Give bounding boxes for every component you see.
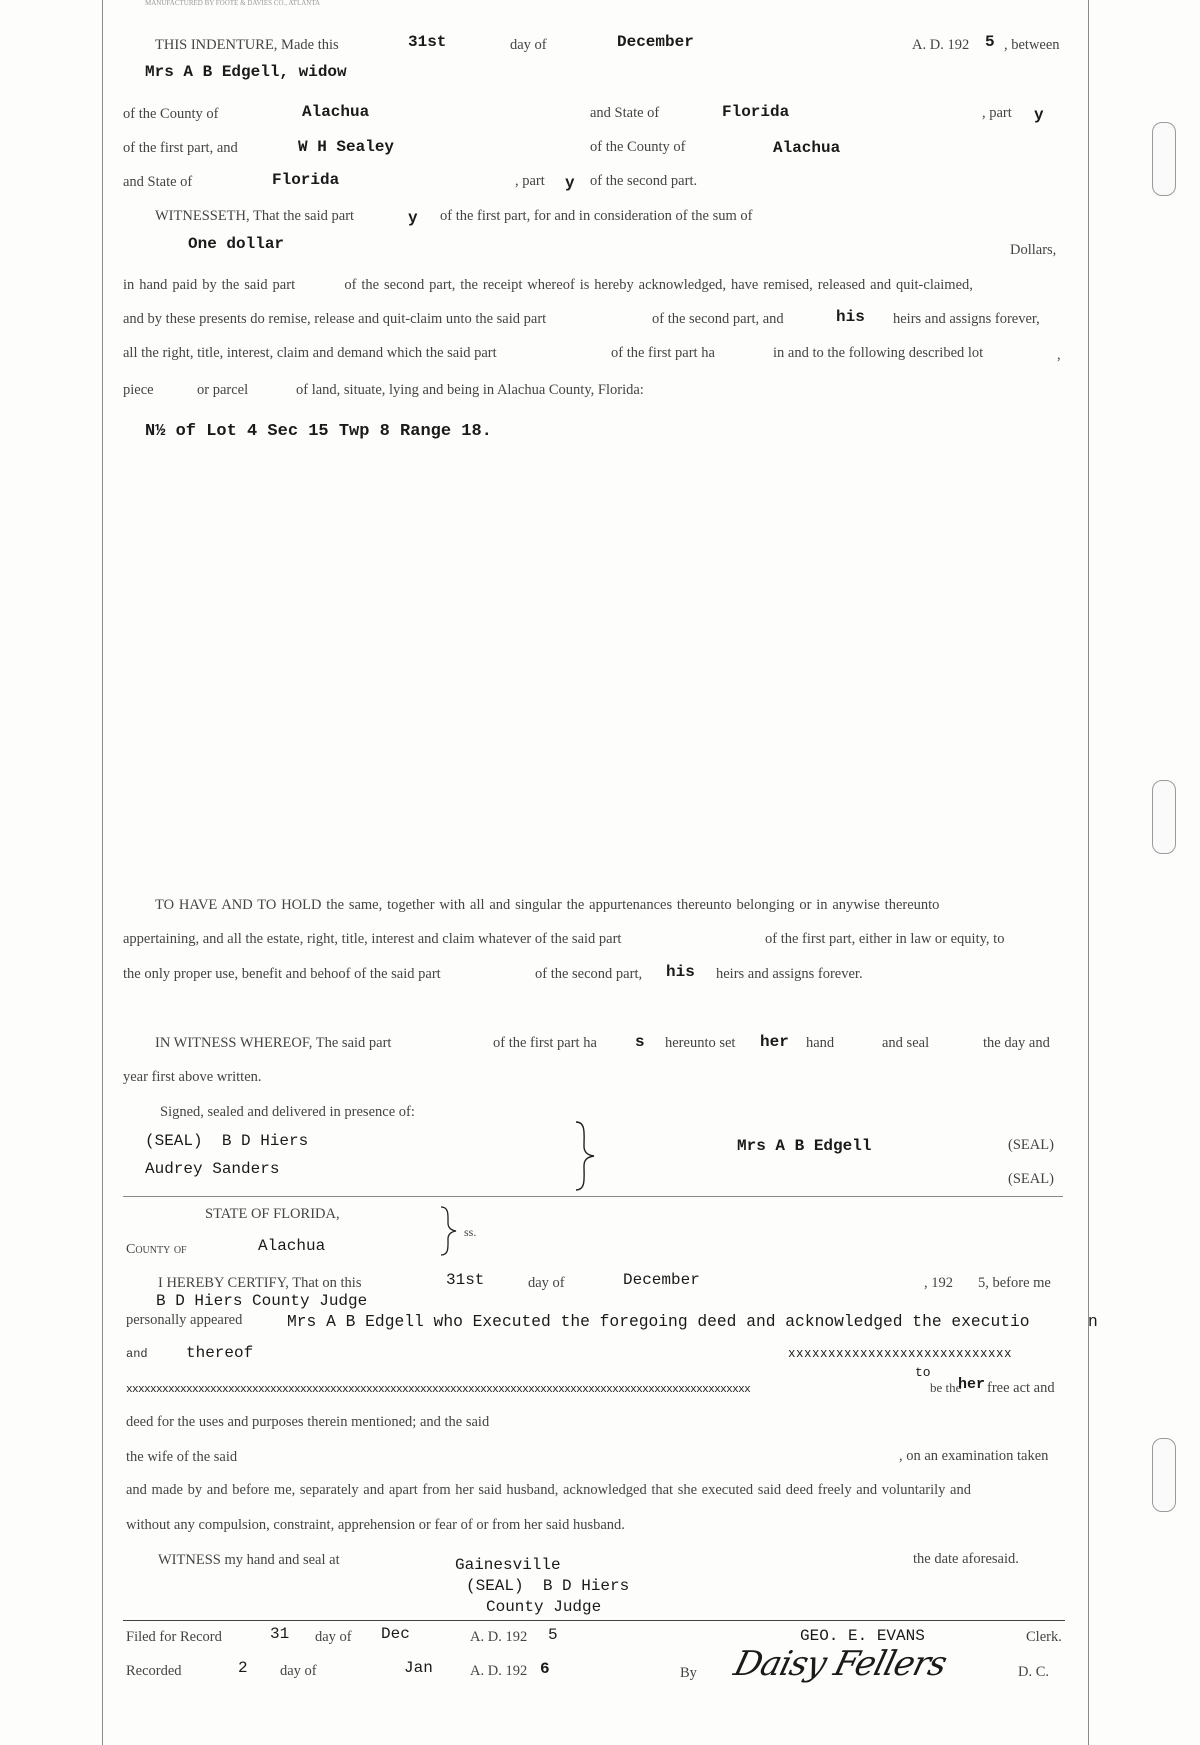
filed-day: 31: [270, 1625, 290, 1643]
seal-2: (SEAL): [1008, 1171, 1054, 1187]
testimonium-line-2: year first above written.: [123, 1069, 262, 1085]
recorded-label: Recorded: [126, 1663, 182, 1679]
dollars-label: Dollars,: [1010, 242, 1057, 258]
printer-line: MANUFACTURED BY FOOTE & DAVIES CO., ATLANTA: [145, 0, 321, 7]
testimonium-line-1a: IN WITNESS WHEREOF, The said part: [155, 1035, 392, 1051]
first-part-and: of the first part, and: [123, 140, 238, 156]
deputy-clerk-signature: Daisy Fellers: [730, 1644, 951, 1684]
grantee-county: Alachua: [773, 139, 841, 157]
ack-appeared: personally appeared: [126, 1312, 243, 1328]
ack-exam: , on an examination taken: [899, 1448, 1049, 1464]
ack-month: December: [623, 1271, 700, 1289]
indenture-day-of: day of: [510, 37, 547, 53]
of-county-label: of the County of: [123, 106, 219, 122]
testimonium-line-3: Signed, sealed and delivered in presence of:: [160, 1104, 415, 1120]
testimonium-line-1b: of the first part ha: [493, 1035, 597, 1051]
grantee-name: W H Sealey: [298, 138, 395, 156]
habendum-line-3a: the only proper use, benefit and behoof of the said part: [123, 966, 441, 982]
ack-year-label: , 192: [924, 1275, 953, 1291]
legal-description: N½ of Lot 4 Sec 15 Twp 8 Range 18.: [145, 422, 492, 441]
testimonium-line-1c: hereunto set: [665, 1035, 736, 1051]
recording-divider: [123, 1620, 1065, 1621]
dc-label: D. C.: [1018, 1664, 1050, 1680]
part-label: , part: [982, 105, 1012, 121]
remise-line-2b: of the second part, and: [652, 311, 784, 327]
clerk-name: GEO. E. EVANS: [800, 1627, 925, 1645]
ack-officer: B D Hiers County Judge: [156, 1292, 368, 1310]
indenture-year-digit: 5: [985, 33, 995, 51]
remise-line-3d: ,: [1057, 347, 1061, 363]
ack-county: Alachua: [258, 1237, 326, 1255]
signer-name: Mrs A B Edgell: [737, 1137, 872, 1155]
ack-seal-signature: (SEAL) B D Hiers: [466, 1577, 630, 1595]
testimonium-line-1d: hand: [806, 1035, 835, 1051]
recorded-ad: A. D. 192: [470, 1663, 528, 1679]
ack-day-of: day of: [528, 1275, 565, 1291]
ack-struck-line-1: xxxxxxxxxxxxxxxxxxxxxxxxxxxx: [788, 1347, 1013, 1361]
right-margin-rule: [1088, 0, 1089, 1745]
remise-line-1: in hand paid by the said part of the second part, the receipt whereof is hereby acknowledged, have remised, released and quit-claimed,: [123, 277, 973, 293]
ack-struck-line-2: xxxxxxxxxxxxxxxxxxxxxxxxxxxxxxxxxxxxxxxxxxxxxxxxxxxxxxxxxxxxxxxxxxxxxxxxxxxxxxxxxxxxxxxxxxxxxxxxxxxxxxxx: [126, 1384, 751, 1396]
recorded-month: Jan: [404, 1659, 433, 1677]
grantor-state: Florida: [722, 103, 790, 121]
ack-to: to: [915, 1365, 931, 1380]
testimonium-line-1f: the day and: [983, 1035, 1050, 1051]
witnesseth-line: WITNESSETH, That the said part: [155, 208, 355, 224]
ack-thereof: thereof: [186, 1344, 254, 1362]
remise-line-2a: and by these presents do remise, release and quit-claim unto the said part: [123, 311, 547, 327]
witnesseth-suffix: y: [408, 209, 418, 227]
witnesseth-line-b: of the first part, for and in consideration of the sum of: [440, 208, 753, 224]
witness-1: (SEAL) B D Hiers: [145, 1132, 309, 1150]
ack-day: 31st: [446, 1271, 485, 1289]
habendum-line-3b: of the second part,: [535, 966, 643, 982]
ack-her: her: [958, 1376, 986, 1393]
habendum-line-2a: appertaining, and all the estate, right, title, interest and claim whatever of the said part: [123, 931, 622, 947]
of-county-label-2: of the County of: [590, 139, 686, 155]
grantor-county: Alachua: [302, 103, 370, 121]
parcel-or: or parcel: [197, 382, 249, 398]
seal-1: (SEAL): [1008, 1137, 1054, 1153]
ack-be-the: be the: [930, 1380, 962, 1395]
testimonium-s: s: [635, 1033, 645, 1051]
filed-year: 5: [548, 1626, 558, 1644]
witness-2: Audrey Sanders: [145, 1160, 280, 1178]
section-divider: [123, 1196, 1063, 1197]
ack-brace: [438, 1205, 460, 1257]
remise-line-2c: heirs and assigns forever,: [893, 311, 1040, 327]
part-suffix-2: y: [565, 174, 575, 192]
left-margin-rule: [102, 0, 103, 1745]
ack-appeared-n: n: [1088, 1312, 1098, 1331]
binder-hole-middle: [1152, 780, 1176, 854]
recorded-year: 6: [540, 1660, 550, 1678]
ack-witness-my: WITNESS my hand and seal at: [158, 1552, 340, 1568]
ack-free-act: free act and: [987, 1380, 1055, 1396]
parcel-piece: piece: [123, 382, 154, 398]
indenture-intro: THIS INDENTURE, Made this: [155, 37, 339, 53]
part-label-2: , part: [515, 173, 545, 189]
second-part-label: of the second part.: [590, 173, 698, 189]
witness-brace: [572, 1120, 598, 1192]
by-label: By: [680, 1665, 697, 1681]
indenture-ad: A. D. 192: [912, 37, 970, 53]
habendum-line-1: TO HAVE AND TO HOLD the same, together with all and singular the appurtenances thereunto belonging or in anywise thereunto: [155, 897, 940, 913]
and-state-label: and State of: [590, 105, 660, 121]
binder-hole-bottom: [1152, 1438, 1176, 1512]
recorded-day-of: day of: [280, 1663, 317, 1679]
filed-month: Dec: [381, 1625, 410, 1643]
habendum-his: his: [666, 963, 695, 981]
ack-wife-of: the wife of the said: [126, 1449, 238, 1465]
indenture-day: 31st: [408, 33, 447, 51]
ack-appeared-text: Mrs A B Edgell who Executed the foregoing deed and acknowledged the executio: [287, 1312, 1030, 1331]
testimonium-her: her: [760, 1033, 789, 1051]
ack-year-digit: 5, before me: [978, 1275, 1051, 1291]
clerk-label: Clerk.: [1026, 1629, 1062, 1645]
ack-county-label: County of: [126, 1242, 187, 1257]
ack-ss: ss.: [464, 1225, 477, 1239]
habendum-line-3c: heirs and assigns forever.: [716, 966, 863, 982]
ack-deed-for: deed for the uses and purposes therein mentioned; and the said: [126, 1414, 490, 1430]
ack-state: STATE OF FLORIDA,: [205, 1206, 340, 1222]
remise-his: his: [836, 308, 865, 326]
ack-separately-1: and made by and before me, separately and apart from her said husband, acknowledged that she executed said deed freely and voluntarily and: [126, 1482, 971, 1498]
ack-officer-title: County Judge: [486, 1598, 602, 1616]
ack-and: and: [126, 1347, 148, 1361]
indenture-month: December: [617, 33, 694, 51]
filed-ad: A. D. 192: [470, 1629, 528, 1645]
filed-label: Filed for Record: [126, 1629, 222, 1645]
habendum-line-2b: of the first part, either in law or equity, to: [765, 931, 1005, 947]
consideration-amount: One dollar: [188, 235, 285, 253]
recorded-day: 2: [238, 1659, 248, 1677]
remise-line-3a: all the right, title, interest, claim and demand which the said part: [123, 345, 497, 361]
testimonium-line-1e: and seal: [882, 1035, 930, 1051]
remise-line-3b: of the first part ha: [611, 345, 715, 361]
grantor-name: Mrs A B Edgell, widow: [145, 63, 347, 81]
ack-place: Gainesville: [455, 1556, 561, 1574]
filed-day-of: day of: [315, 1629, 352, 1645]
remise-line-3c: in and to the following described lot: [773, 345, 984, 361]
indenture-between: , between: [1004, 37, 1060, 53]
ack-date-aforesaid: the date aforesaid.: [913, 1551, 1019, 1567]
grantee-state: Florida: [272, 171, 340, 189]
binder-hole-top: [1152, 122, 1176, 196]
ack-certify: I HEREBY CERTIFY, That on this: [158, 1275, 362, 1291]
and-state-label-2: and State of: [123, 174, 193, 190]
part-suffix: y: [1034, 106, 1044, 124]
ack-separately-2: without any compulsion, constraint, apprehension or fear of or from her said husband.: [126, 1517, 625, 1533]
parcel-location: of land, situate, lying and being in Alachua County, Florida:: [296, 382, 644, 398]
